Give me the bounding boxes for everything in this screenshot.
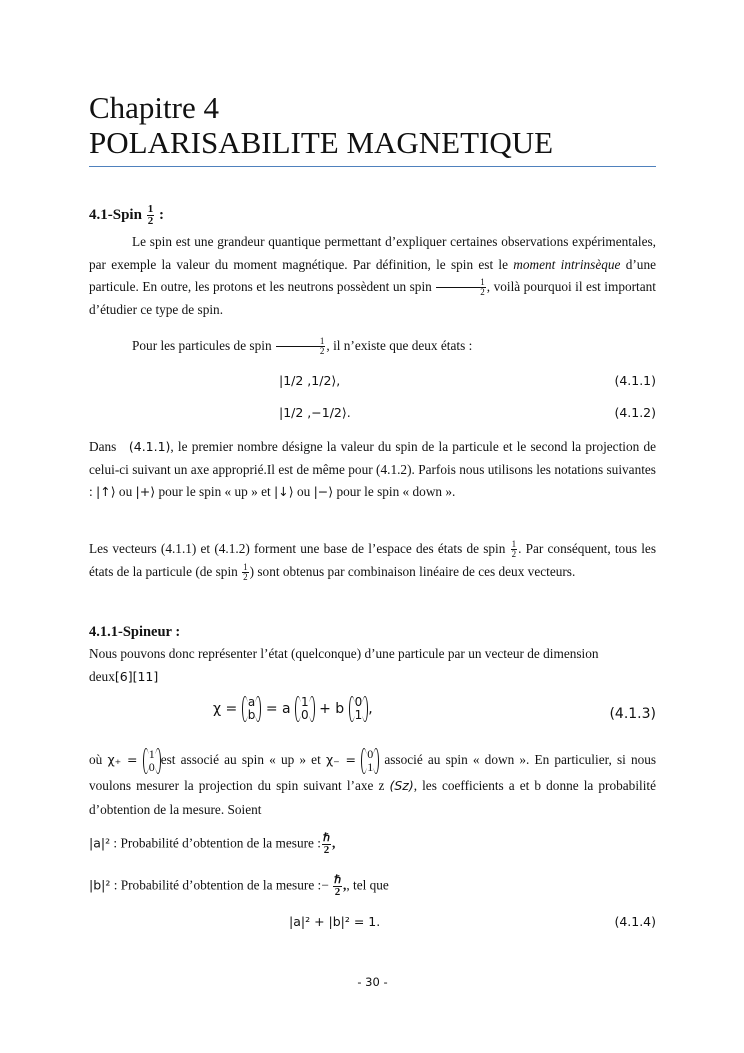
probability-a: |a|² : Probabilité d’obtention de la mesure : $\frac{\text{ℏ}}{2}$ , [89, 832, 336, 856]
paragraph-chi-states: où χ₊ = 1 0 est associé au spin « up » et χ₋ = 0 1 associé au spin « down ». En particulier, si nous voulons mesurer la projection du spin suivant l’axe z (Sz), les coefficients a et b donne la probabilité d’obtention de la mesure. Soient [89, 747, 657, 817]
paragraph-notation: Dans (4.1.1), le premier nombre désigne la valeur du spin de la particule et le second la projection de celui-ci suivant un axe approprié.Il est de même pour (4.1.2). Parfois nous utilisons les notations suivantes : |↑⟩ ou |+⟩ pour le spin « up » et |↓⟩ ou |−⟩ pour le spin « down ». [89, 439, 656, 499]
chapter-number: Chapitre 4 [89, 90, 219, 125]
probability-b: |b|² : Probabilité d’obtention de la mesure :− $\frac{\text{ℏ}}{2}$ ,, tel que [89, 874, 389, 898]
chapter-title: POLARISABILITE MAGNETIQUE [89, 125, 554, 160]
paragraph-spinor: Nous pouvons donc représenter l’état (quelconque) d’une particule par un vecteur de dimension deux[6][11] [89, 646, 599, 684]
equation-4-1-1: |1/2 ,1/2⟩, (4.1.1) [279, 373, 656, 388]
paragraph-spin-definition: Le spin est une grandeur quantique permettant d’expliquer certaines observations expérimentales, par exemple la valeur du moment magnétique. Par définition, le spin est le moment intrinsèque d’une particule. En outre, les protons et les neutrons possèdent un spin $\frac{1}{2}$ , voilà pourquoi il est important d’étudier ce type de spin. [89, 234, 656, 317]
page-number: - 30 - [357, 975, 388, 989]
equation-4-1-3: χ = a b = a 1 0 + b 0 1 , (4.1.3) [213, 695, 656, 722]
section-heading-4-1-1: 4.1.1-Spineur : [89, 624, 181, 640]
paragraph-basis: Les vecteurs (4.1.1) et (4.1.2) forment une base de l’espace des états de spin $\frac{1}{2}$ . Par conséquent, tous les états de la particule (de spin $\frac{1}{2}$ ) sont obtenus par combinaison linéaire de ces deux vecteurs. [89, 539, 656, 582]
section-heading-4-1: 4.1-Spin $\frac{1}{2}$ : [89, 203, 164, 227]
equation-4-1-2: |1/2 ,−1/2⟩. (4.1.2) [279, 405, 656, 420]
paragraph-two-states: Pour les particules de spin $\frac{1}{2}$ , il n’existe que deux états : [132, 336, 473, 357]
chapter-heading [89, 90, 656, 160]
title-underline [89, 166, 656, 167]
equation-4-1-4: |a|² + |b|² = 1. (4.1.4) [289, 914, 656, 929]
